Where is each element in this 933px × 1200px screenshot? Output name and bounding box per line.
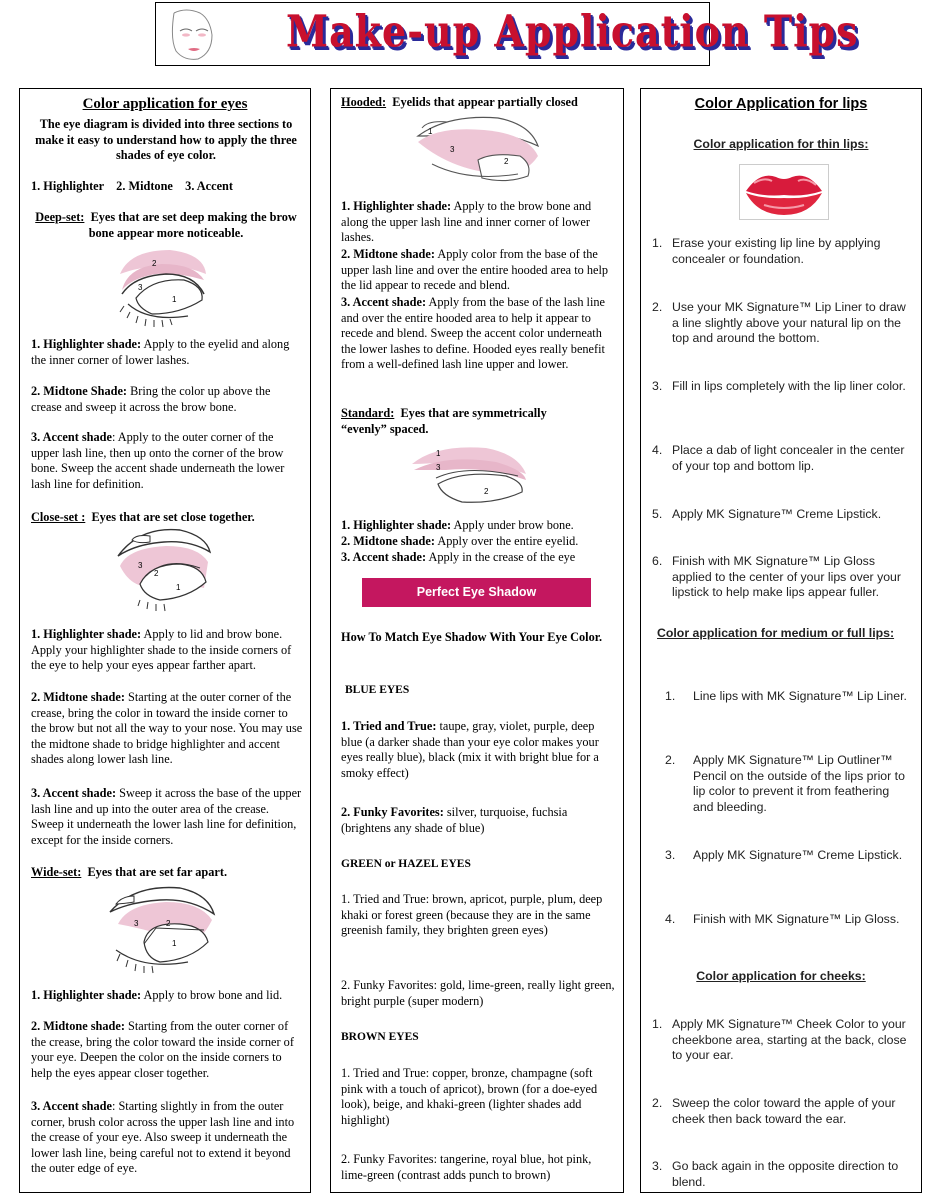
wideset-item-1: 1. Highlighter shade: Apply to brow bone and lid. <box>31 988 283 1002</box>
thin-num-4: 4. <box>652 443 663 457</box>
thin-item-3: Fill in lips completely with the lip liner color. <box>672 379 906 393</box>
standard-item-2: 2. Midtone shade: Apply over the entire eyelid. <box>341 534 579 548</box>
page-title: Make-up Application Tips <box>286 5 859 57</box>
wideset-label: Wide-set: <box>31 865 82 879</box>
standard-heading <box>341 406 591 437</box>
blue-eyes-label: BLUE EYES <box>345 684 410 696</box>
deepset-item-3: 3. Accent shade: Apply to the outer corner of the upper lash line, then up onto the corner of the brow bone. Sweep the accent shade underneath the lower lash line for definition. <box>31 430 285 491</box>
brown-eyes-label: BROWN EYES <box>341 1031 419 1043</box>
hooded-eye-diagram <box>408 112 542 194</box>
full-num-3: 3. <box>665 848 676 862</box>
svg-text:3: 3 <box>450 145 455 154</box>
svg-text:3: 3 <box>138 283 143 292</box>
deepset-eye-diagram <box>108 244 218 332</box>
closeset-item-2: 2. Midtone shade: Starting at the outer corner of the crease, bring the color in toward the inside corner to the brow but not all the way to your nose. You may use the midtone shade to bridge highlighter and accent shades along lower lash line. <box>31 690 303 767</box>
svg-text:1: 1 <box>172 939 177 948</box>
thin-num-6: 6. <box>652 554 663 568</box>
blue-tried: 1. Tried and True: taupe, gray, violet, purple, deep blue (a darker shade than your eye color makes your eyes really blue), black (mix it with bright blue for a smoky effect) <box>341 719 599 780</box>
full-item-3: Apply MK Signature™ Creme Lipstick. <box>693 848 903 862</box>
cheeks-item-3: Go back again in the opposite direction to blend. <box>672 1159 899 1189</box>
svg-text:2: 2 <box>504 157 509 166</box>
standard-label: Standard: <box>341 406 395 420</box>
lips-image <box>739 164 829 220</box>
thin-num-1: 1. <box>652 236 663 250</box>
eyes-intro: The eye diagram is divided into three sections to make it easy to understand how to apply the three shades of eye color. <box>35 117 297 163</box>
match-heading: How To Match Eye Shadow With Your Eye Color. <box>341 630 603 644</box>
green-eyes-label: GREEN or HAZEL EYES <box>341 858 471 870</box>
svg-text:1: 1 <box>436 449 441 458</box>
eyes-heading: Color application for eyes <box>82 96 248 112</box>
thin-num-2: 2. <box>652 300 663 314</box>
wideset-eye-diagram <box>104 884 222 982</box>
hooded-heading <box>341 95 619 111</box>
svg-text:3: 3 <box>138 561 143 570</box>
wideset-desc: Eyes that are set far apart. <box>87 865 228 879</box>
svg-text:3: 3 <box>436 463 441 472</box>
deepset-desc: Eyes that are set deep making the brow bone appear more noticeable. <box>88 210 297 240</box>
hooded-item-1: 1. Highlighter shade: Apply to the brow bone and along the upper lash line and inner corner of lower lashes. <box>341 199 592 245</box>
full-item-1: Line lips with MK Signature™ Lip Liner. <box>693 689 907 703</box>
standard-desc: Eyes that are symmetrically “evenly” spaced. <box>341 406 547 436</box>
full-num-1: 1. <box>665 689 676 703</box>
hooded-item-3: 3. Accent shade: Apply from the base of the lash line and over the entire hooded area to help it appear to recede and blend. Sweep the accent color underneath the lower lashes to define. Hooded eyes really benefit from a well-defined lash line upper and lower. <box>341 295 605 372</box>
deepset-label: Deep-set: <box>35 210 85 224</box>
wideset-item-2: 2. Midtone shade: Starting from the outer corner of the crease, bring the color toward the inside corner of your eye. Deepen the color on the inside corners to help the eyes appear closer together. <box>31 1019 294 1080</box>
closeset-eye-diagram <box>110 526 216 620</box>
full-item-2: Apply MK Signature™ Lip Outliner™ Pencil on the outside of the lips prior to lip color to prevent it from feathering and bleeding. <box>693 753 905 814</box>
closeset-heading <box>31 510 303 526</box>
title-banner <box>155 2 859 66</box>
deepset-item-1: 1. Highlighter shade: Apply to the eyelid and along the inner corner of lower lashes. <box>31 337 290 367</box>
standard-eye-diagram <box>406 440 532 514</box>
thin-lips-heading: Color application for thin lips: <box>693 137 869 151</box>
cheeks-num-1: 1. <box>652 1017 663 1031</box>
closeset-item-3: 3. Accent shade: Sweep it across the base of the upper lash line and up into the outer area of the crease. Sweep it underneath the lower lash line for definition, except for the inside corners. <box>31 786 302 847</box>
svg-text:3: 3 <box>134 919 139 928</box>
cheeks-num-3: 3. <box>652 1159 663 1173</box>
wideset-heading <box>31 865 303 881</box>
perfect-eye-shadow-button[interactable]: Perfect Eye Shadow <box>362 578 591 607</box>
wideset-item-3: 3. Accent shade: Starting slightly in from the outer corner, brush color across the upper lash line and into the crease of your eye. Also sweep it underneath the lower lash line, being careful not to extend it beyond the outer edge of eye. <box>31 1099 295 1176</box>
green-tried: 1. Tried and True: brown, apricot, purple, plum, deep khaki or forest green (because they are in the same greenish family, they brighten green eyes) <box>341 892 603 938</box>
thin-item-5: Apply MK Signature™ Creme Lipstick. <box>672 507 882 521</box>
svg-text:2: 2 <box>152 259 157 268</box>
standard-item-3: 3. Accent shade: Apply in the crease of the eye <box>341 550 576 564</box>
green-funky: 2. Funky Favorites: gold, lime-green, really light green, bright purple (super modern) <box>341 978 615 1008</box>
deepset-heading <box>31 210 301 241</box>
svg-text:1: 1 <box>428 127 433 136</box>
deepset-item-2: 2. Midtone Shade: Bring the color up above the crease and sweep it across the brow bone. <box>31 384 271 414</box>
closeset-label: Close-set : <box>31 510 86 524</box>
thin-num-5: 5. <box>652 507 663 521</box>
full-num-2: 2. <box>665 753 676 767</box>
thin-num-3: 3. <box>652 379 663 393</box>
shade-legend: 1. Highlighter 2. Midtone 3. Accent <box>31 179 233 193</box>
svg-text:2: 2 <box>154 569 159 578</box>
hooded-desc: Eyelids that appear partially closed <box>392 95 578 109</box>
full-lips-heading: Color application for medium or full lips: <box>657 626 895 640</box>
hooded-label: Hooded: <box>341 95 387 109</box>
thin-item-2: Use your MK Signature™ Lip Liner to draw a line slightly above your natural lip on the top and around the bottom. <box>672 300 906 346</box>
thin-item-4: Place a dab of light concealer in the center of your top and bottom lip. <box>672 443 905 473</box>
cheeks-num-2: 2. <box>652 1096 663 1110</box>
lips-kiss-icon <box>740 165 828 219</box>
svg-text:1: 1 <box>176 583 181 592</box>
brown-funky: 2. Funky Favorites: tangerine, royal blue, hot pink, lime-green (contrast adds punch to brown) <box>341 1152 592 1182</box>
brown-tried: 1. Tried and True: copper, bronze, champagne (soft pink with a touch of apricot), brown (for a doe-eyed look), beige, and khaki-green (lighter shades add highlight) <box>341 1066 598 1127</box>
full-num-4: 4. <box>665 912 676 926</box>
thin-item-6: Finish with MK Signature™ Lip Gloss applied to the center of your lips over your lipstick to help make lips appear fuller. <box>672 554 901 600</box>
cheeks-heading: Color application for cheeks: <box>696 969 866 983</box>
svg-text:2: 2 <box>166 919 171 928</box>
full-item-4: Finish with MK Signature™ Lip Gloss. <box>693 912 900 926</box>
face-illustration-icon <box>166 9 228 61</box>
thin-item-1: Erase your existing lip line by applying concealer or foundation. <box>672 236 881 266</box>
hooded-item-2: 2. Midtone shade: Apply color from the base of the upper lash line and over the entire hooded area to help the lid appear to recede and blend. <box>341 247 609 293</box>
blue-funky: 2. Funky Favorites: silver, turquoise, fuchsia (brightens any shade of blue) <box>341 805 568 835</box>
svg-text:2: 2 <box>484 487 489 496</box>
standard-item-1: 1. Highlighter shade: Apply under brow bone. <box>341 518 574 532</box>
closeset-item-1: 1. Highlighter shade: Apply to lid and brow bone. Apply your highlighter shade to the inside corners of the eye to help your eyes appear farther apart. <box>31 627 292 673</box>
cheeks-item-1: Apply MK Signature™ Cheek Color to your cheekbone area, starting at the back, close to your ear. <box>672 1017 907 1063</box>
closeset-desc: Eyes that are set close together. <box>91 510 255 524</box>
lips-heading: Color Application for lips <box>694 96 868 112</box>
svg-text:1: 1 <box>172 295 177 304</box>
cheeks-item-2: Sweep the color toward the apple of your cheek then back toward the ear. <box>672 1096 896 1126</box>
